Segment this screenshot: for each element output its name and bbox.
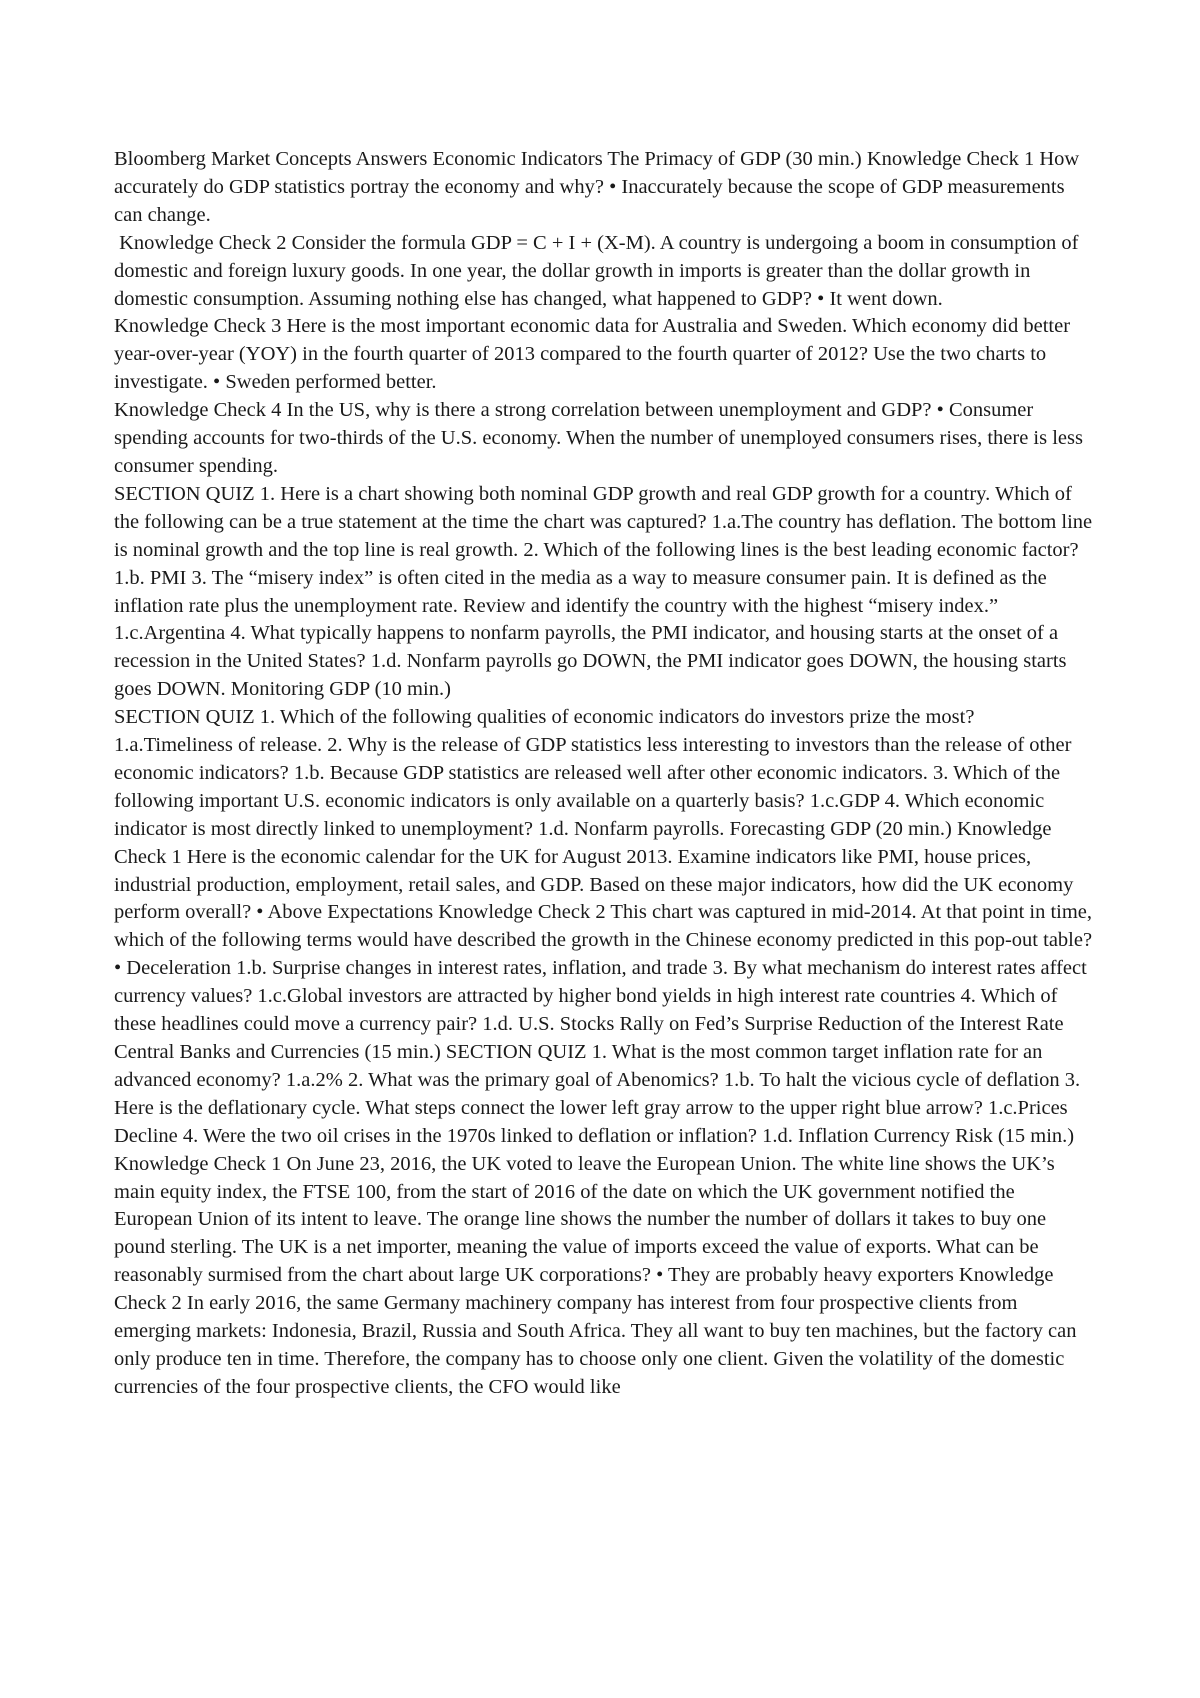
paragraph-section-quiz-2: SECTION QUIZ 1. Which of the following qualities of economic indicators do investors prize the most? 1.a.Timeliness of release. 2. Why is the release of GDP statistics less interesting to investors than the release of other economic indicators? 1.b. Because GDP statistics are released well after other economic indicators. 3. Which of the following important U.S. economic indicators is only available on a quarterly basis? 1.c.GDP 4. Which economic indicator is most directly linked to unemployment? 1.d. Nonfarm payrolls. Forecasting GDP (20 min.) Knowledge Check 1 Here is the economic calendar for the UK for August 2013. Examine indicators like PMI, house prices, industrial production, employment, retail sales, and GDP. Based on these major indicators, how did the UK economy perform overall? • Above Expectations Knowledge Check 2 This chart was captured in mid-2014. At that point in time, which of the following terms would have described the growth in the Chinese economy predicted in this pop-out table? • Deceleration 1.b. Surprise changes in interest rates, inflation, and trade 3. By what mechanism do interest rates affect currency values? 1.c.Global investors are attracted by higher bond yields in high interest rate countries 4. Which of these headlines could move a currency pair? 1.d. U.S. Stocks Rally on Fed’s Surprise Reduction of the Interest Rate Central Banks and Currencies (15 min.) SECTION QUIZ 1. What is the most common target inflation rate for an advanced economy? 1.a.2% 2. What was the primary goal of Abenomics? 1.b. To halt the vicious cycle of deflation 3. Here is the deflationary cycle. What steps connect the lower left gray arrow to the upper right blue arrow? 1.c.Prices Decline 4. Were the two oil crises in the 1970s linked to deflation or inflation? 1.d. Inflation Currency Risk (15 min.) Knowledge Check 1 On June 23, 2016, the UK voted to leave the European Union. The white line shows the UK’s main equity index, the FTSE 100, from the start of 2016 of the date on which the UK government notified the European Union of its intent to leave. The orange line shows the number the number of dollars it takes to buy one pound sterling. The UK is a net importer, meaning the value of imports exceed the value of exports. What can be reasonably surmised from the chart about large UK corporations? • They are probably heavy exporters Knowledge Check 2 In early 2016, the same Germany machinery company has interest from four prospective clients from emerging markets: Indonesia, Brazil, Russia and South Africa. They all want to buy ten machines, but the factory can only produce ten in time. Therefore, the company has to choose only one client. Given the volatility of the domestic currencies of the four prospective clients, the CFO would like xyxy=(114,706,1093,1398)
paragraph-section-quiz-1: SECTION QUIZ 1. Here is a chart showing both nominal GDP growth and real GDP growth for a country. Which of the following can be a true statement at the time the chart was captured? 1.a.The country has deflation. The bottom line is nominal growth and the top line is real growth. 2. Which of the following lines is the best leading economic factor? 1.b. PMI 3. The “misery index” is often cited in the media as a way to measure consumer pain. It is defined as the inflation rate plus the unemployment rate. Review and identify the country with the highest “misery index.” 1.c.Argentina 4. What typically happens to nonfarm payrolls, the PMI indicator, and housing starts at the onset of a recession in the United States? 1.d. Nonfarm payrolls go DOWN, the PMI indicator goes DOWN, the housing starts goes DOWN. Monitoring GDP (10 min.) xyxy=(114,482,1093,701)
document-body xyxy=(114,146,1094,1402)
paragraph-knowledge-check-4: Knowledge Check 4 In the US, why is there a strong correlation between unemployment and GDP? • Consumer spending accounts for two-thirds of the U.S. economy. When the number of unemployed consumers rises, there is less consumer spending. xyxy=(114,399,1083,477)
paragraph-knowledge-check-3: Knowledge Check 3 Here is the most important economic data for Australia and Sweden. Which economy did better year-over-year (YOY) in the fourth quarter of 2013 compared to the fourth quarter of 2012? Use the two charts to investigate. • Sweden performed better. xyxy=(114,315,1071,394)
paragraph-intro-knowledge-check-1: Bloomberg Market Concepts Answers Economic Indicators The Primacy of GDP (30 min.) Knowledge Check 1 How accurately do GDP statistics portray the economy and why? • Inaccurately because the scope of GDP measurements can change. xyxy=(114,148,1080,226)
paragraph-knowledge-check-2: Knowledge Check 2 Consider the formula GDP = C + I + (X-M). A country is undergoing a boom in consumption of domestic and foreign luxury goods. In one year, the dollar growth in imports is greater than the dollar growth in domestic consumption. Assuming nothing else has changed, what happened to GDP? • It went down. xyxy=(114,231,1084,310)
